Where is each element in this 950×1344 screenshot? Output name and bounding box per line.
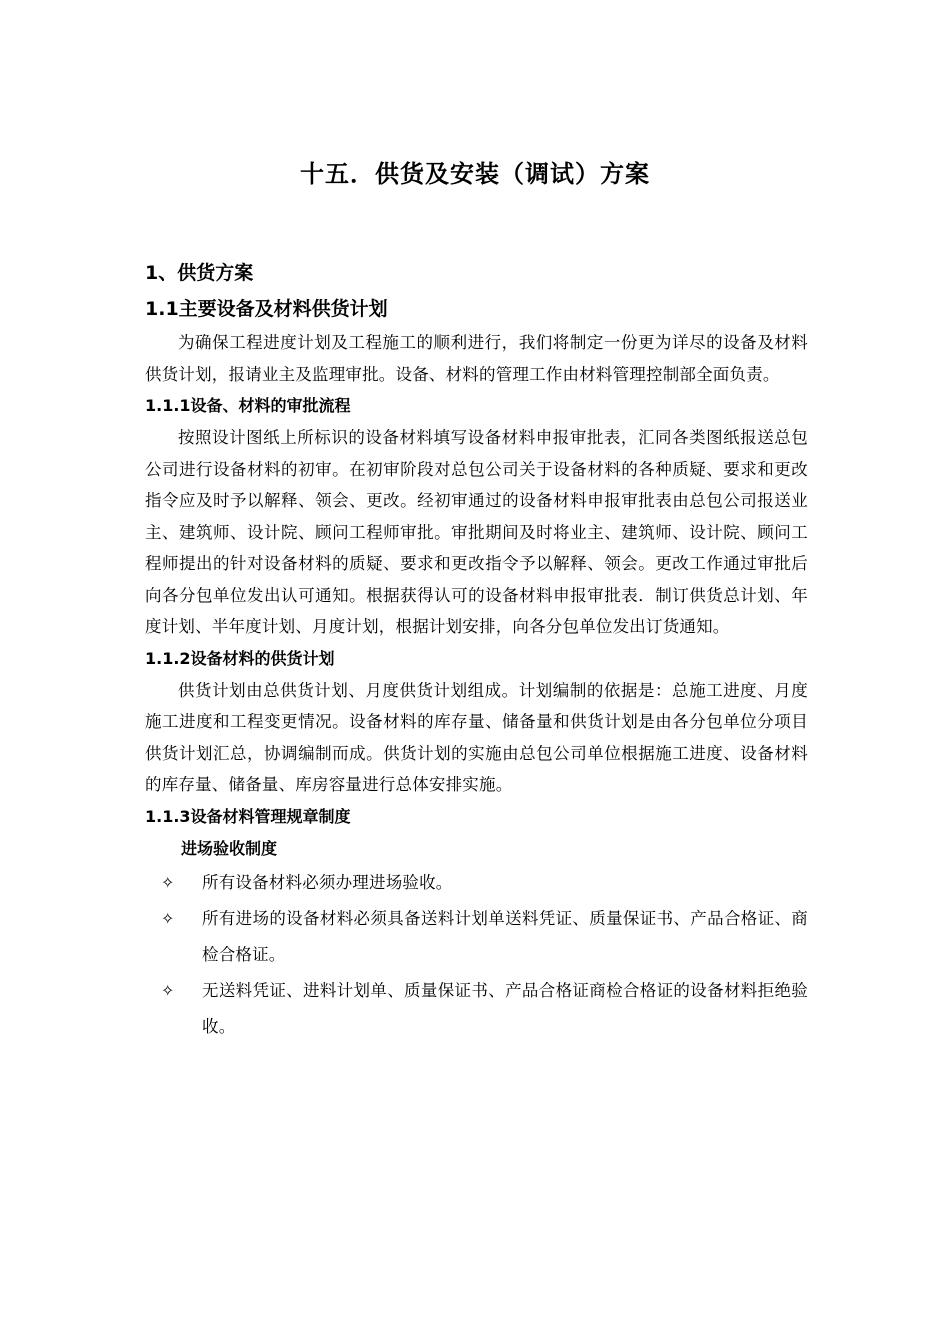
paragraph-1-1: 为确保工程进度计划及工程施工的顺利进行，我们将制定一份更为详尽的设备及材料供货计划，报请业主及监理审批。设备、材料的管理工作由材料管理控制部全面负责。: [145, 333, 808, 384]
list-item: [145, 865, 808, 901]
document-title: 十五．供货及安装（调试）方案: [300, 160, 650, 188]
list-item-text: 所有进场的设备材料必须具备送料计划单送料凭证、质量保证书、产品合格证、商检合格证。: [202, 908, 808, 964]
diamond-star-icon: ✧: [161, 872, 175, 892]
list-item-text: 所有设备材料必须办理进场验收。: [202, 872, 453, 892]
diamond-star-icon: ✧: [161, 980, 175, 1000]
paragraph-1-1-2: 供货计划由总供货计划、月度供货计划组成。计划编制的依据是：总施工进度、月度施工进度和工程变更情况。设备材料的库存量、储备量和供货计划是由各分包单位分项目供货计划汇总，协调编制而成。供货计划的实施由总包公司单位根据施工进度、设备材料的库存量、储备量、库房容量进行总体安排实施。: [145, 680, 808, 794]
subsection-heading-1-1: 1.1主要设备及材料供货计划: [145, 298, 388, 320]
paragraph-1-1-1: 按照设计图纸上所标识的设备材料填写设备材料申报审批表，汇同各类图纸报送总包公司进行设备材料的初审。在初审阶段对总包公司关于设备材料的各种质疑、要求和更改指令应及时予以解释、领会、更改。经初审通过的设备材料申报审批表由总包公司报送业主、建筑师、设计院、顾问工程师审批。审批期间及时将业主、建筑师、设计院、顾问工程师提出的针对设备材料的质疑、要求和更改指令予以解释、领会。更改工作通过审批后向各分包单位发出认可通知。根据获得认可的设备材料申报审批表．制订供货总计划、年度计划、半年度计划、月度计划，根据计划安排，向各分包单位发出订货通知。: [145, 428, 808, 636]
subheading-entry-inspection: 进场验收制度: [181, 838, 278, 858]
section-heading-supply-plan: 1、供货方案: [145, 262, 254, 284]
list-item: [145, 901, 808, 973]
list-item: [145, 973, 808, 1045]
diamond-star-icon: ✧: [161, 908, 175, 928]
document-body: [145, 255, 808, 1045]
subsection-heading-1-1-3: 1.1.3设备材料管理规章制度: [145, 806, 351, 826]
inspection-rules-list: [145, 865, 808, 1045]
list-item-text: 无送料凭证、进料计划单、质量保证书、产品合格证商检合格证的设备材料拒绝验收。: [202, 980, 808, 1036]
subsection-heading-1-1-2: 1.1.2设备材料的供货计划: [145, 648, 335, 668]
subsection-heading-1-1-1: 1.1.1设备、材料的审批流程: [145, 396, 351, 415]
